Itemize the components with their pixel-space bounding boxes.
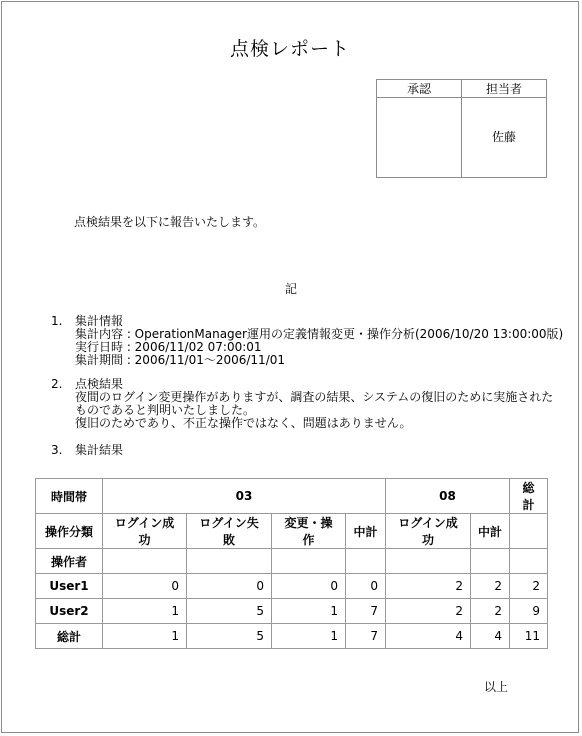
section-3-number: 3. [51, 443, 63, 457]
column-header: ログイン失敗 [187, 514, 272, 549]
column-header: ログイン成功 [103, 514, 187, 549]
table-cell: 7 [346, 599, 386, 624]
table-cell: 11 [510, 624, 548, 649]
empty-cell [272, 549, 346, 574]
intro-text: 点検結果を以下に報告いたします。 [74, 215, 266, 229]
table-cell: 5 [187, 599, 272, 624]
table-cell: 0 [272, 574, 346, 599]
table-cell: 0 [346, 574, 386, 599]
column-header: ログイン成功 [386, 514, 471, 549]
table-cell: 2 [386, 574, 471, 599]
row-label: 総計 [36, 624, 103, 649]
empty-cell [346, 549, 386, 574]
section-2-line: 夜間のログイン変更操作がありますが、調査の結果、システムの復旧のために実施された [75, 390, 554, 404]
table-cell: 5 [187, 624, 272, 649]
table-cell: 4 [471, 624, 510, 649]
column-header: 中計 [346, 514, 386, 549]
approval-box [377, 98, 462, 178]
operator-header: 操作者 [36, 549, 103, 574]
section-2-line: 復旧のためであり、不正な操作ではなく、問題はありません。 [75, 416, 412, 430]
section-2-title: 点検結果 [75, 377, 124, 391]
table-cell: 9 [510, 599, 548, 624]
table-cell: 1 [272, 624, 346, 649]
section-2-number: 2. [51, 377, 63, 391]
table-row [36, 599, 548, 624]
empty-cell [471, 549, 510, 574]
approval-stamp-table [376, 79, 547, 178]
empty-cell [103, 549, 187, 574]
empty-cell [187, 549, 272, 574]
table-cell: 7 [346, 624, 386, 649]
empty-cell [510, 514, 548, 549]
group-08-header: 08 [386, 479, 510, 514]
section-1-number: 1. [51, 314, 63, 328]
section-1-line: 集計内容 : OperationManager運用の定義情報変更・操作分析(2006/10/20 13:00:00版) [75, 327, 564, 341]
section-1-line: 集計期間 : 2006/11/01～2006/11/01 [75, 353, 286, 367]
row-label: User2 [36, 599, 103, 624]
table-cell: 2 [386, 599, 471, 624]
table-cell: 4 [386, 624, 471, 649]
table-row [36, 574, 548, 599]
time-band-header: 時間帯 [36, 479, 103, 514]
row-label: User1 [36, 574, 103, 599]
approval-header: 承認 [377, 80, 462, 98]
empty-cell [510, 549, 548, 574]
person-header: 担当者 [462, 80, 547, 98]
total-header: 総計 [510, 479, 548, 514]
closing-text: 以上 [483, 680, 508, 694]
table-cell: 2 [471, 599, 510, 624]
person-name: 佐藤 [491, 130, 516, 144]
column-header: 変更・操作 [272, 514, 346, 549]
op-category-header: 操作分類 [36, 514, 103, 549]
table-cell: 2 [510, 574, 548, 599]
section-1-line: 実行日時 : 2006/11/02 07:00:01 [75, 340, 262, 354]
column-header: 中計 [471, 514, 510, 549]
table-cell: 1 [103, 599, 187, 624]
table-row [36, 624, 548, 649]
section-1-title: 集計情報 [75, 314, 124, 328]
group-03-header: 03 [103, 479, 386, 514]
empty-cell [386, 549, 471, 574]
report-page [1, 1, 579, 733]
summary-table [35, 478, 548, 649]
table-cell: 0 [103, 574, 187, 599]
table-cell: 1 [272, 599, 346, 624]
report-title: 点検レポート [229, 38, 350, 60]
section-3-title: 集計結果 [75, 443, 124, 457]
ki-label: 記 [284, 282, 297, 296]
person-box [462, 98, 547, 178]
table-cell: 0 [187, 574, 272, 599]
table-cell: 2 [471, 574, 510, 599]
table-cell: 1 [103, 624, 187, 649]
section-2-line: ものであると判明いたしました。 [75, 403, 256, 417]
